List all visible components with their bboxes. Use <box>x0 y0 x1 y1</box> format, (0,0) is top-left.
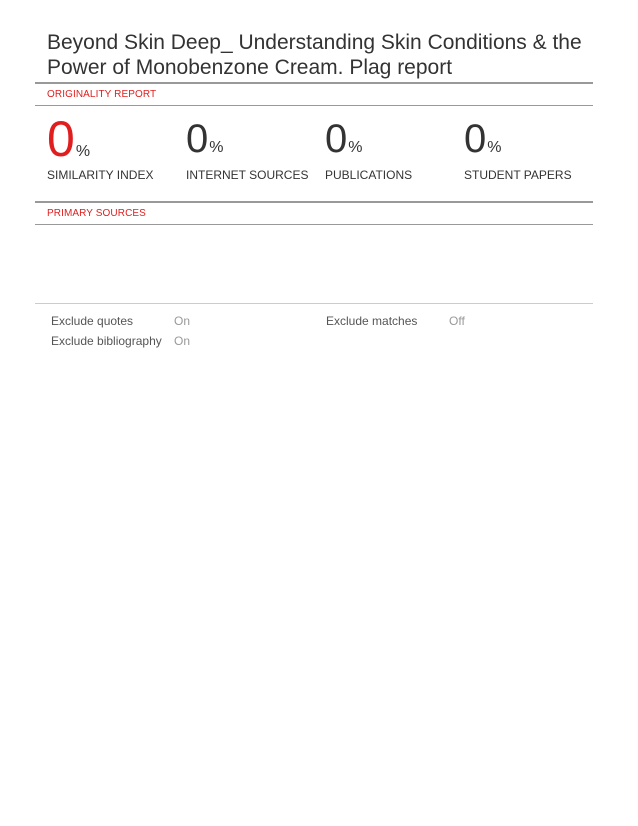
stat-similarity-index <box>47 111 187 182</box>
exclude-quotes-value: On <box>174 314 191 328</box>
publications-label: PUBLICATIONS <box>325 168 413 182</box>
publications-value: 0 <box>325 117 348 161</box>
title-divider <box>35 82 593 84</box>
exclude-quotes-label: Exclude quotes <box>51 314 134 328</box>
stat-internet-sources <box>186 114 326 182</box>
stat-student-papers <box>464 114 604 182</box>
title-line-2: Power of Monobenzone Cream. Plag report <box>47 56 453 79</box>
exclude-bibliography-value: On <box>174 334 191 348</box>
percent-sign: % <box>348 139 363 156</box>
originality-report-label: ORIGINALITY REPORT <box>47 89 157 100</box>
exclude-bibliography-label: Exclude bibliography <box>51 334 162 348</box>
title-line-1: Beyond Skin Deep_ Understanding Skin Conditions & the <box>47 31 582 54</box>
percent-sign: % <box>487 139 502 156</box>
stat-value-row <box>186 114 326 166</box>
exclude-matches-label: Exclude matches <box>326 314 418 328</box>
student-papers-label: STUDENT PAPERS <box>464 168 572 182</box>
sources-end-divider <box>35 303 593 304</box>
stat-publications <box>325 114 465 182</box>
percent-sign: % <box>75 143 91 160</box>
stats-divider <box>35 201 593 203</box>
originality-divider <box>35 105 593 106</box>
similarity-index-value: 0 <box>47 111 75 167</box>
internet-sources-value: 0 <box>186 117 209 161</box>
primary-sources-label: PRIMARY SOURCES <box>47 208 146 219</box>
similarity-index-label: SIMILARITY INDEX <box>47 168 154 182</box>
student-papers-value: 0 <box>464 117 487 161</box>
stat-value-row <box>464 114 604 166</box>
internet-sources-label: INTERNET SOURCES <box>186 168 309 182</box>
exclude-matches-value: Off <box>449 314 465 328</box>
page-title <box>47 30 592 80</box>
percent-sign: % <box>209 139 224 156</box>
stat-value-row <box>325 114 465 166</box>
primary-sources-divider <box>35 224 593 225</box>
stat-value-row <box>47 111 187 167</box>
